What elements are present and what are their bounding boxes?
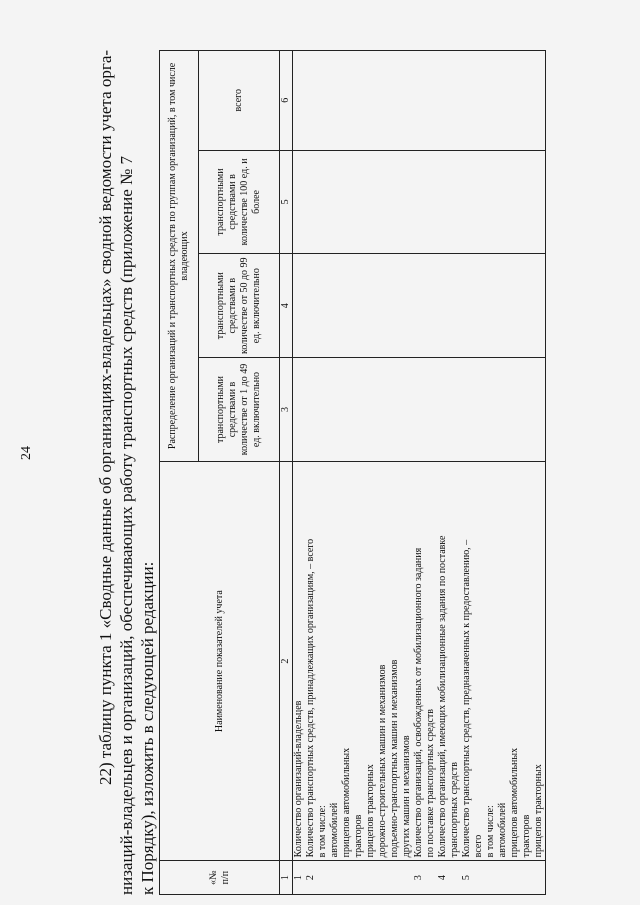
summary-table — [159, 50, 546, 895]
column-number: 2 — [280, 461, 293, 860]
indicator-text-column — [293, 461, 546, 860]
row-number: 4 — [437, 875, 448, 881]
heading-line: низаций-владельцев и организаций, обеспечивающих работу транспортных средств (приложение № 7 — [117, 155, 136, 895]
table-row-text: Количество организаций, освобожденных от мобилизационного задания — [413, 547, 424, 858]
header-group-100-plus: транспортными средствами в количестве 100 ед. и более — [199, 150, 280, 254]
table-row-text: в том числе: — [317, 805, 328, 858]
column-number: 5 — [280, 150, 293, 254]
heading-line: 22) таблицу пункта 1 «Сводные данные об организациях-владельцах» сводной ведомости учета орга- — [96, 49, 115, 785]
table-row-text: Количество транспортных средств, предназначенных к предоставлению, – — [461, 539, 472, 858]
page-number: 24 — [19, 446, 34, 460]
row-number: 2 — [305, 875, 316, 881]
table-row-text: прицепов тракторных — [365, 764, 376, 858]
table-row-text: подъемно-транспортных машин и механизмов — [389, 659, 400, 858]
table-row-text: дорожно-строительных машин и механизмов — [377, 664, 388, 858]
table-row-text: тракторов — [521, 814, 532, 858]
row-number-column — [293, 861, 546, 895]
table-row-text: всего — [473, 834, 484, 858]
header-distribution: Распределение организаций и транспортных средств по группам организаций, в том числе владеющих — [160, 51, 199, 462]
empty-cell — [293, 254, 546, 358]
column-number-row — [280, 51, 293, 895]
empty-cell — [293, 51, 546, 151]
amendment-heading — [95, 10, 158, 895]
table-row-text: по поставке транспортных средств — [425, 708, 436, 858]
table-row-text: в том числе: — [485, 805, 496, 858]
table-row-text: транспортных средств — [449, 762, 460, 858]
table-row-text: других машин и механизмов — [401, 735, 412, 858]
row-number: 5 — [461, 875, 472, 881]
empty-cell — [293, 358, 546, 462]
heading-line: к Порядку), изложить в следующей редакции: — [138, 561, 157, 895]
column-number: 3 — [280, 358, 293, 462]
table-body-row — [293, 51, 546, 895]
column-number: 4 — [280, 254, 293, 358]
table-row-text: прицепов тракторных — [533, 764, 544, 858]
table-row-text: Количество организаций, имеющих мобилизационные задания по поставке — [437, 535, 448, 858]
row-number: 1 — [293, 875, 304, 881]
table-row-text: Количество организаций-владельцев — [293, 700, 304, 858]
table-row-text: прицепов автомобильных — [341, 747, 352, 858]
table-row-text: автомобилей — [329, 802, 340, 858]
header-total: всего — [199, 51, 280, 151]
table-row-text: прицепов автомобильных — [509, 747, 520, 858]
header-indicator-name: Наименование показателей учета — [160, 461, 280, 860]
table-row-text: тракторов — [353, 814, 364, 858]
table-row-text: автомобилей — [497, 802, 508, 858]
row-number: 3 — [413, 875, 424, 881]
column-number: 1 — [280, 861, 293, 895]
header-group-1-49: транспортными средствами в количестве от 1 до 49 ед. включительно — [199, 358, 280, 462]
column-number: 6 — [280, 51, 293, 151]
table-row-text: Количество транспортных средств, принадлежащих организациям, – всего — [305, 538, 316, 858]
empty-cell — [293, 150, 546, 254]
header-number: «№ п/п — [160, 861, 280, 895]
rotated-page-content — [95, 10, 640, 895]
header-group-50-99: транспортными средствами в количестве от 50 до 99 ед. включительно — [199, 254, 280, 358]
